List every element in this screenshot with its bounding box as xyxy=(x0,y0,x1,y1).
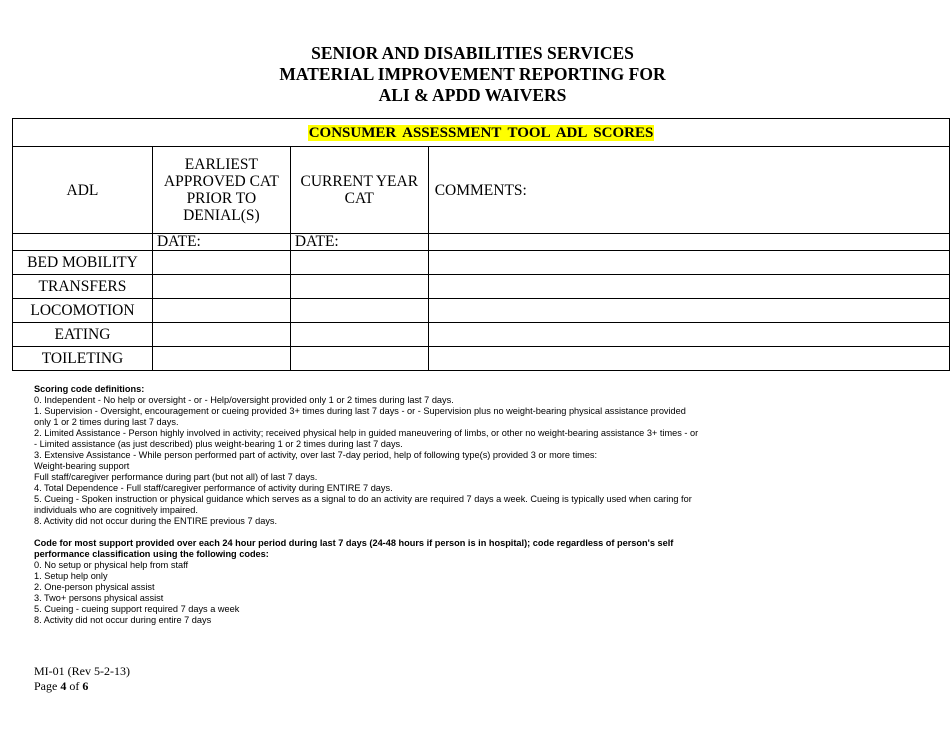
adl-label: EATING xyxy=(13,323,153,347)
scoring-definitions xyxy=(34,384,734,626)
code-line: 8. Activity did not occur during entire 7 days xyxy=(34,615,212,625)
definition-line: 0. Independent - No help or oversight - or - Help/oversight provided only 1 or 2 times during last 7 days. xyxy=(34,395,454,405)
page-number xyxy=(34,679,130,694)
definitions-spacer xyxy=(34,527,734,538)
column-header-comments: COMMENTS: xyxy=(428,147,949,234)
current-score-field[interactable] xyxy=(290,347,428,371)
title-line-1: SENIOR AND DISABILITIES SERVICES xyxy=(311,43,634,63)
definition-line: Full staff/caregiver performance during part (but not all) of last 7 days. xyxy=(34,472,318,482)
column-header-earliest-line: APPROVED CAT xyxy=(163,173,279,190)
column-header-current-line: CAT xyxy=(344,190,374,207)
code-line: 2. One-person physical assist xyxy=(34,582,155,592)
definition-line: 3. Extensive Assistance - While person performed part of activity, over last 7-day period, help of following type(s) provided 3 or more times: xyxy=(34,450,598,460)
title-line-3: ALI & APDD WAIVERS xyxy=(378,85,567,105)
earliest-score-field[interactable] xyxy=(152,347,290,371)
adl-label: LOCOMOTION xyxy=(13,299,153,323)
title-line-2: MATERIAL IMPROVEMENT REPORTING FOR xyxy=(279,64,666,84)
earliest-score-field[interactable] xyxy=(152,299,290,323)
comments-field[interactable] xyxy=(428,299,949,323)
page-footer xyxy=(34,664,130,694)
column-header-adl: ADL xyxy=(13,147,153,234)
definition-line: only 1 or 2 times during last 7 days. xyxy=(34,417,179,427)
current-date-field[interactable]: DATE: xyxy=(290,234,428,251)
definition-line: 2. Limited Assistance - Person highly involved in activity; received physical help in guided maneuvering of limbs, or other no weight-bearing assistance 3+ times - or xyxy=(34,428,699,438)
current-score-field[interactable] xyxy=(290,251,428,275)
definition-line: Weight-bearing support xyxy=(34,461,130,471)
column-header-earliest-cat xyxy=(152,147,290,234)
column-header-current-cat xyxy=(290,147,428,234)
table-row xyxy=(13,251,950,275)
column-header-earliest-line: PRIOR TO xyxy=(186,190,257,207)
table-row xyxy=(13,299,950,323)
code-line: 0. No setup or physical help from staff xyxy=(34,560,189,570)
definitions-heading: Scoring code definitions: xyxy=(34,384,145,394)
comments-field[interactable] xyxy=(428,251,949,275)
codes-heading: performance classification using the following codes: xyxy=(34,549,269,559)
definition-line: 8. Activity did not occur during the ENTIRE previous 7 days. xyxy=(34,516,278,526)
current-score-field[interactable] xyxy=(290,275,428,299)
table-banner: CONSUMER ASSESSMENT TOOL ADL SCORES xyxy=(308,124,654,141)
earliest-score-field[interactable] xyxy=(152,323,290,347)
earliest-score-field[interactable] xyxy=(152,251,290,275)
code-line: 5. Cueing - cueing support required 7 days a week xyxy=(34,604,240,614)
comments-field[interactable] xyxy=(428,323,949,347)
date-row-blank xyxy=(13,234,153,251)
definition-line: individuals who are cognitively impaired. xyxy=(34,505,198,515)
adl-label: TRANSFERS xyxy=(13,275,153,299)
page-current: 4 xyxy=(60,679,67,693)
table-banner-cell xyxy=(13,119,950,147)
column-header-earliest-line: DENIAL(S) xyxy=(183,207,260,224)
table-row xyxy=(13,275,950,299)
code-line: 1. Setup help only xyxy=(34,571,108,581)
adl-label: TOILETING xyxy=(13,347,153,371)
current-score-field[interactable] xyxy=(290,323,428,347)
column-header-current-line: CURRENT YEAR xyxy=(300,173,419,190)
earliest-date-field[interactable]: DATE: xyxy=(152,234,290,251)
document-title xyxy=(0,43,945,106)
column-header-earliest-line: EARLIEST xyxy=(184,156,258,173)
table-row xyxy=(13,347,950,371)
comments-field[interactable] xyxy=(428,275,949,299)
definition-line: 4. Total Dependence - Full staff/caregiver performance of activity during ENTIRE 7 days. xyxy=(34,483,393,493)
table-row xyxy=(13,323,950,347)
comments-field[interactable] xyxy=(428,347,949,371)
definition-line: - Limited assistance (as just described) plus weight-bearing 1 or 2 times during last 7 days. xyxy=(34,439,403,449)
form-id: MI-01 (Rev 5-2-13) xyxy=(34,664,130,678)
page-total: 6 xyxy=(82,679,89,693)
date-row-comments-blank xyxy=(428,234,949,251)
definition-line: 5. Cueing - Spoken instruction or physical guidance which serves as a signal to do an activity are required 7 days a week. Cueing is typically used when caring for xyxy=(34,494,692,504)
code-line: 3. Two+ persons physical assist xyxy=(34,593,164,603)
definition-line: 1. Supervision - Oversight, encouragement or cueing provided 3+ times during last 7 days - or - Supervision plus no weight-bearing physical assistance provided xyxy=(34,406,686,416)
earliest-score-field[interactable] xyxy=(152,275,290,299)
adl-label: BED MOBILITY xyxy=(13,251,153,275)
adl-scores-table xyxy=(12,118,950,371)
codes-heading: Code for most support provided over each 24 hour period during last 7 days (24-48 hours if person is in hospital); code regardless of person's self xyxy=(34,538,674,548)
page-word: Page xyxy=(34,679,58,693)
current-score-field[interactable] xyxy=(290,299,428,323)
page-of: of xyxy=(69,679,80,693)
